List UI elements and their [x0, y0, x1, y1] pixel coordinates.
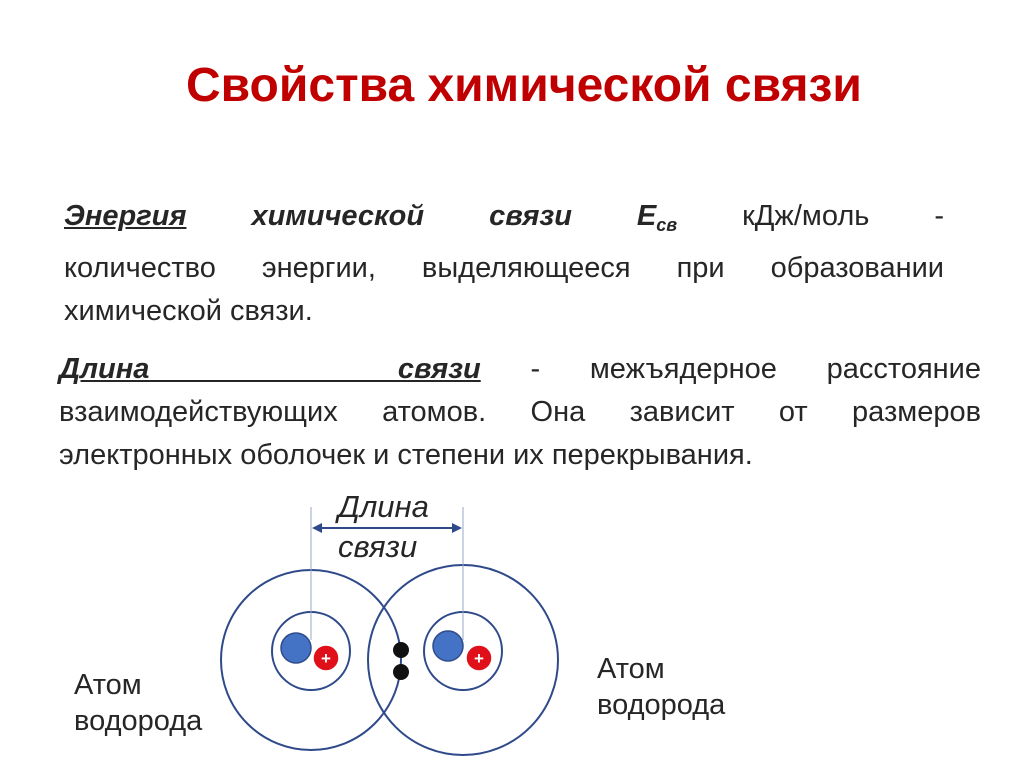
energy-line-2: количество энергии, выделяющееся при образовании: [64, 252, 944, 284]
length-word-1: межъядерное: [589, 353, 777, 385]
left-atom-label-line-1: Атом: [74, 669, 142, 701]
length-word-2: расстояние: [826, 353, 982, 385]
slide-title: Свойства химической связи: [186, 59, 862, 112]
energy-term-rest: химической связи: [251, 200, 572, 232]
left-atom-label: [74, 667, 202, 739]
right-atom-label: [597, 651, 725, 723]
right-atom-label-line-2: водорода: [597, 689, 726, 721]
left-electron: [281, 633, 311, 663]
left-atom-label-line-2: водорода: [74, 705, 203, 737]
energy-line-3: химической связи.: [64, 295, 313, 327]
length-term: Длина связи: [59, 353, 481, 385]
length-line-3: электронных оболочек и степени их перекрывания.: [59, 439, 753, 471]
length-line-2: взаимодействующих атомов. Она зависит от размеров: [59, 396, 981, 428]
bond-length-label-line-2: связи: [338, 529, 418, 564]
energy-unit: кДж/моль: [742, 200, 870, 232]
length-dash: -: [530, 353, 541, 385]
shared-electron-top: [393, 642, 409, 658]
bond-length-label-line-1: Длина: [338, 489, 429, 524]
energy-term: Энергия: [64, 200, 187, 232]
bond-length-label: [338, 487, 429, 567]
right-electron: [433, 631, 463, 661]
shared-electron-bottom: [393, 664, 409, 680]
energy-dash: -: [934, 200, 944, 232]
energy-symbol-subscript: св: [656, 215, 678, 235]
right-atom-label-line-1: Атом: [597, 653, 665, 685]
right-proton-plus-sign: +: [474, 649, 484, 668]
left-proton-plus-sign: +: [321, 649, 331, 668]
energy-symbol-letter: E: [636, 200, 657, 232]
